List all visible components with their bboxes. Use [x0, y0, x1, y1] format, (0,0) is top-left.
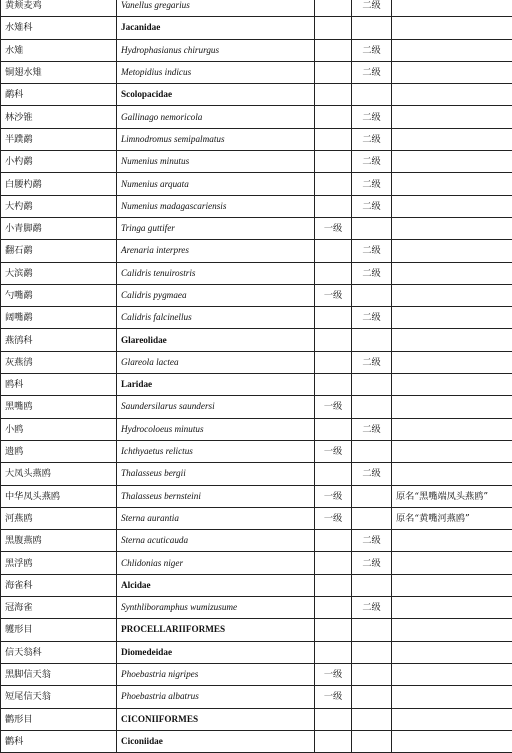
- latin-name-cell: Calidris falcinellus: [117, 307, 315, 329]
- family-row: [1, 730, 512, 752]
- table-body: [1, 0, 512, 753]
- latin-name-cell: Calidris tenuirostris: [117, 262, 315, 284]
- latin-name-cell: Jacanidae: [117, 17, 315, 39]
- level-two-cell: [352, 485, 392, 507]
- species-row: [1, 418, 512, 440]
- latin-name-cell: Laridae: [117, 374, 315, 396]
- species-row: [1, 284, 512, 306]
- level-one-cell: [315, 418, 352, 440]
- latin-name-cell: Numenius arquata: [117, 173, 315, 195]
- note-cell: [392, 151, 512, 173]
- latin-name-cell: Thalasseus bergii: [117, 463, 315, 485]
- note-cell: [392, 307, 512, 329]
- latin-name-cell: Gallinago nemoricola: [117, 106, 315, 128]
- chinese-name-cell: 遗鸥: [1, 440, 117, 462]
- latin-name-cell: Phoebastria nigripes: [117, 663, 315, 685]
- note-cell: [392, 440, 512, 462]
- level-two-cell: [352, 17, 392, 39]
- latin-name-cell: Vanellus gregarius: [117, 0, 315, 17]
- note-cell: [392, 106, 512, 128]
- latin-name-cell: Arenaria interpres: [117, 240, 315, 262]
- level-two-cell: 二级: [352, 61, 392, 83]
- level-two-cell: 二级: [352, 418, 392, 440]
- level-one-cell: [315, 641, 352, 663]
- level-two-cell: [352, 84, 392, 106]
- level-two-cell: 二级: [352, 552, 392, 574]
- level-two-cell: [352, 440, 392, 462]
- species-row: [1, 440, 512, 462]
- chinese-name-cell: 小杓鹬: [1, 151, 117, 173]
- note-cell: [392, 39, 512, 61]
- latin-name-cell: Glareola lactea: [117, 351, 315, 373]
- level-one-cell: [315, 173, 352, 195]
- level-one-cell: [315, 574, 352, 596]
- chinese-name-cell: 水雉: [1, 39, 117, 61]
- species-row: [1, 663, 512, 685]
- chinese-name-cell: 鹳形目: [1, 708, 117, 730]
- level-one-cell: [315, 552, 352, 574]
- chinese-name-cell: 黄颊麦鸡: [1, 0, 117, 17]
- level-two-cell: [352, 686, 392, 708]
- level-two-cell: [352, 507, 392, 529]
- chinese-name-cell: 鸥科: [1, 374, 117, 396]
- level-two-cell: [352, 284, 392, 306]
- level-one-cell: [315, 262, 352, 284]
- species-row: [1, 128, 512, 150]
- note-cell: [392, 17, 512, 39]
- level-one-cell: [315, 0, 352, 17]
- level-two-cell: [352, 329, 392, 351]
- species-row: [1, 552, 512, 574]
- species-row: [1, 217, 512, 239]
- species-row: [1, 463, 512, 485]
- level-two-cell: 二级: [352, 106, 392, 128]
- latin-name-cell: Calidris pygmaea: [117, 284, 315, 306]
- level-one-cell: [315, 240, 352, 262]
- latin-name-cell: PROCELLARIIFORMES: [117, 619, 315, 641]
- species-row: [1, 262, 512, 284]
- level-two-cell: [352, 374, 392, 396]
- level-two-cell: 二级: [352, 351, 392, 373]
- chinese-name-cell: 黑脚信天翁: [1, 663, 117, 685]
- latin-name-cell: Diomedeidae: [117, 641, 315, 663]
- level-two-cell: [352, 217, 392, 239]
- family-row: [1, 574, 512, 596]
- level-one-cell: 一级: [315, 396, 352, 418]
- note-cell: [392, 552, 512, 574]
- level-two-cell: 二级: [352, 195, 392, 217]
- species-row: [1, 0, 512, 17]
- level-two-cell: [352, 619, 392, 641]
- level-two-cell: [352, 730, 392, 752]
- latin-name-cell: CICONIIFORMES: [117, 708, 315, 730]
- note-cell: [392, 61, 512, 83]
- level-one-cell: [315, 597, 352, 619]
- species-row: [1, 61, 512, 83]
- chinese-name-cell: 河燕鸥: [1, 507, 117, 529]
- level-two-cell: 二级: [352, 597, 392, 619]
- latin-name-cell: Scolopacidae: [117, 84, 315, 106]
- latin-name-cell: Ciconiidae: [117, 730, 315, 752]
- chinese-name-cell: 中华凤头燕鸥: [1, 485, 117, 507]
- order-row: [1, 708, 512, 730]
- chinese-name-cell: 鹱形目: [1, 619, 117, 641]
- level-two-cell: [352, 641, 392, 663]
- chinese-name-cell: 海雀科: [1, 574, 117, 596]
- level-one-cell: 一级: [315, 485, 352, 507]
- level-two-cell: 二级: [352, 39, 392, 61]
- latin-name-cell: Hydrophasianus chirurgus: [117, 39, 315, 61]
- latin-name-cell: Sterna acuticauda: [117, 530, 315, 552]
- level-two-cell: [352, 396, 392, 418]
- note-cell: [392, 574, 512, 596]
- note-cell: [392, 0, 512, 17]
- level-one-cell: [315, 17, 352, 39]
- latin-name-cell: Chlidonias niger: [117, 552, 315, 574]
- latin-name-cell: Phoebastria albatrus: [117, 686, 315, 708]
- species-row: [1, 195, 512, 217]
- note-cell: [392, 663, 512, 685]
- note-cell: [392, 463, 512, 485]
- chinese-name-cell: 铜翅水雉: [1, 61, 117, 83]
- level-one-cell: [315, 708, 352, 730]
- level-two-cell: 二级: [352, 240, 392, 262]
- note-cell: [392, 195, 512, 217]
- note-cell: [392, 641, 512, 663]
- chinese-name-cell: 大凤头燕鸥: [1, 463, 117, 485]
- chinese-name-cell: 冠海雀: [1, 597, 117, 619]
- chinese-name-cell: 大杓鹬: [1, 195, 117, 217]
- level-two-cell: 二级: [352, 463, 392, 485]
- chinese-name-cell: 鹳科: [1, 730, 117, 752]
- species-row: [1, 240, 512, 262]
- level-one-cell: 一级: [315, 440, 352, 462]
- level-one-cell: [315, 351, 352, 373]
- note-cell: [392, 686, 512, 708]
- level-one-cell: [315, 374, 352, 396]
- level-one-cell: 一级: [315, 284, 352, 306]
- level-one-cell: 一级: [315, 663, 352, 685]
- note-cell: [392, 708, 512, 730]
- chinese-name-cell: 燕鸻科: [1, 329, 117, 351]
- species-row: [1, 686, 512, 708]
- latin-name-cell: Alcidae: [117, 574, 315, 596]
- latin-name-cell: Numenius minutus: [117, 151, 315, 173]
- family-row: [1, 84, 512, 106]
- latin-name-cell: Thalasseus bernsteini: [117, 485, 315, 507]
- chinese-name-cell: 翻石鹬: [1, 240, 117, 262]
- note-cell: [392, 217, 512, 239]
- level-two-cell: 二级: [352, 151, 392, 173]
- family-row: [1, 641, 512, 663]
- chinese-name-cell: 黑腹燕鸥: [1, 530, 117, 552]
- level-one-cell: [315, 307, 352, 329]
- species-row: [1, 351, 512, 373]
- level-one-cell: 一级: [315, 217, 352, 239]
- level-one-cell: [315, 39, 352, 61]
- level-two-cell: 二级: [352, 262, 392, 284]
- note-cell: 原名“黄嘴河燕鸥”: [392, 507, 512, 529]
- level-two-cell: 二级: [352, 307, 392, 329]
- chinese-name-cell: 勺嘴鹬: [1, 284, 117, 306]
- level-one-cell: [315, 329, 352, 351]
- latin-name-cell: Numenius madagascariensis: [117, 195, 315, 217]
- level-one-cell: 一级: [315, 686, 352, 708]
- latin-name-cell: Hydrocoloeus minutus: [117, 418, 315, 440]
- chinese-name-cell: 信天翁科: [1, 641, 117, 663]
- level-two-cell: 二级: [352, 530, 392, 552]
- species-row: [1, 396, 512, 418]
- level-two-cell: 二级: [352, 0, 392, 17]
- note-cell: [392, 240, 512, 262]
- latin-name-cell: Ichthyaetus relictus: [117, 440, 315, 462]
- latin-name-cell: Limnodromus semipalmatus: [117, 128, 315, 150]
- family-row: [1, 17, 512, 39]
- chinese-name-cell: 林沙锥: [1, 106, 117, 128]
- latin-name-cell: Metopidius indicus: [117, 61, 315, 83]
- note-cell: [392, 128, 512, 150]
- latin-name-cell: Tringa guttifer: [117, 217, 315, 239]
- note-cell: [392, 374, 512, 396]
- note-cell: [392, 84, 512, 106]
- species-row: [1, 173, 512, 195]
- family-row: [1, 329, 512, 351]
- species-row: [1, 507, 512, 529]
- level-one-cell: [315, 463, 352, 485]
- chinese-name-cell: 鹬科: [1, 84, 117, 106]
- note-cell: [392, 396, 512, 418]
- note-cell: [392, 262, 512, 284]
- level-one-cell: [315, 128, 352, 150]
- chinese-name-cell: 黑浮鸥: [1, 552, 117, 574]
- chinese-name-cell: 短尾信天翁: [1, 686, 117, 708]
- species-row: [1, 307, 512, 329]
- species-row: [1, 597, 512, 619]
- note-cell: [392, 173, 512, 195]
- level-two-cell: [352, 708, 392, 730]
- level-two-cell: [352, 574, 392, 596]
- level-one-cell: [315, 730, 352, 752]
- level-one-cell: [315, 106, 352, 128]
- level-one-cell: [315, 61, 352, 83]
- note-cell: [392, 284, 512, 306]
- latin-name-cell: Sterna aurantia: [117, 507, 315, 529]
- note-cell: [392, 418, 512, 440]
- note-cell: [392, 597, 512, 619]
- species-row: [1, 39, 512, 61]
- level-one-cell: [315, 530, 352, 552]
- species-row: [1, 485, 512, 507]
- level-one-cell: [315, 619, 352, 641]
- species-row: [1, 106, 512, 128]
- chinese-name-cell: 小青脚鹬: [1, 217, 117, 239]
- chinese-name-cell: 灰燕鸻: [1, 351, 117, 373]
- species-row: [1, 151, 512, 173]
- note-cell: [392, 619, 512, 641]
- chinese-name-cell: 大滨鹬: [1, 262, 117, 284]
- latin-name-cell: Synthliboramphus wumizusume: [117, 597, 315, 619]
- latin-name-cell: Glareolidae: [117, 329, 315, 351]
- note-cell: [392, 530, 512, 552]
- note-cell: [392, 329, 512, 351]
- level-one-cell: [315, 84, 352, 106]
- chinese-name-cell: 小鸥: [1, 418, 117, 440]
- level-two-cell: 二级: [352, 128, 392, 150]
- level-one-cell: [315, 195, 352, 217]
- order-row: [1, 619, 512, 641]
- level-one-cell: 一级: [315, 507, 352, 529]
- chinese-name-cell: 阔嘴鹬: [1, 307, 117, 329]
- chinese-name-cell: 黑嘴鸥: [1, 396, 117, 418]
- note-cell: [392, 351, 512, 373]
- chinese-name-cell: 半蹼鹬: [1, 128, 117, 150]
- note-cell: [392, 730, 512, 752]
- species-row: [1, 530, 512, 552]
- family-row: [1, 374, 512, 396]
- level-one-cell: [315, 151, 352, 173]
- level-two-cell: 二级: [352, 173, 392, 195]
- level-two-cell: [352, 663, 392, 685]
- note-cell: 原名“黑嘴端凤头燕鸥”: [392, 485, 512, 507]
- chinese-name-cell: 水雉科: [1, 17, 117, 39]
- chinese-name-cell: 白腰杓鹬: [1, 173, 117, 195]
- latin-name-cell: Saundersilarus saundersi: [117, 396, 315, 418]
